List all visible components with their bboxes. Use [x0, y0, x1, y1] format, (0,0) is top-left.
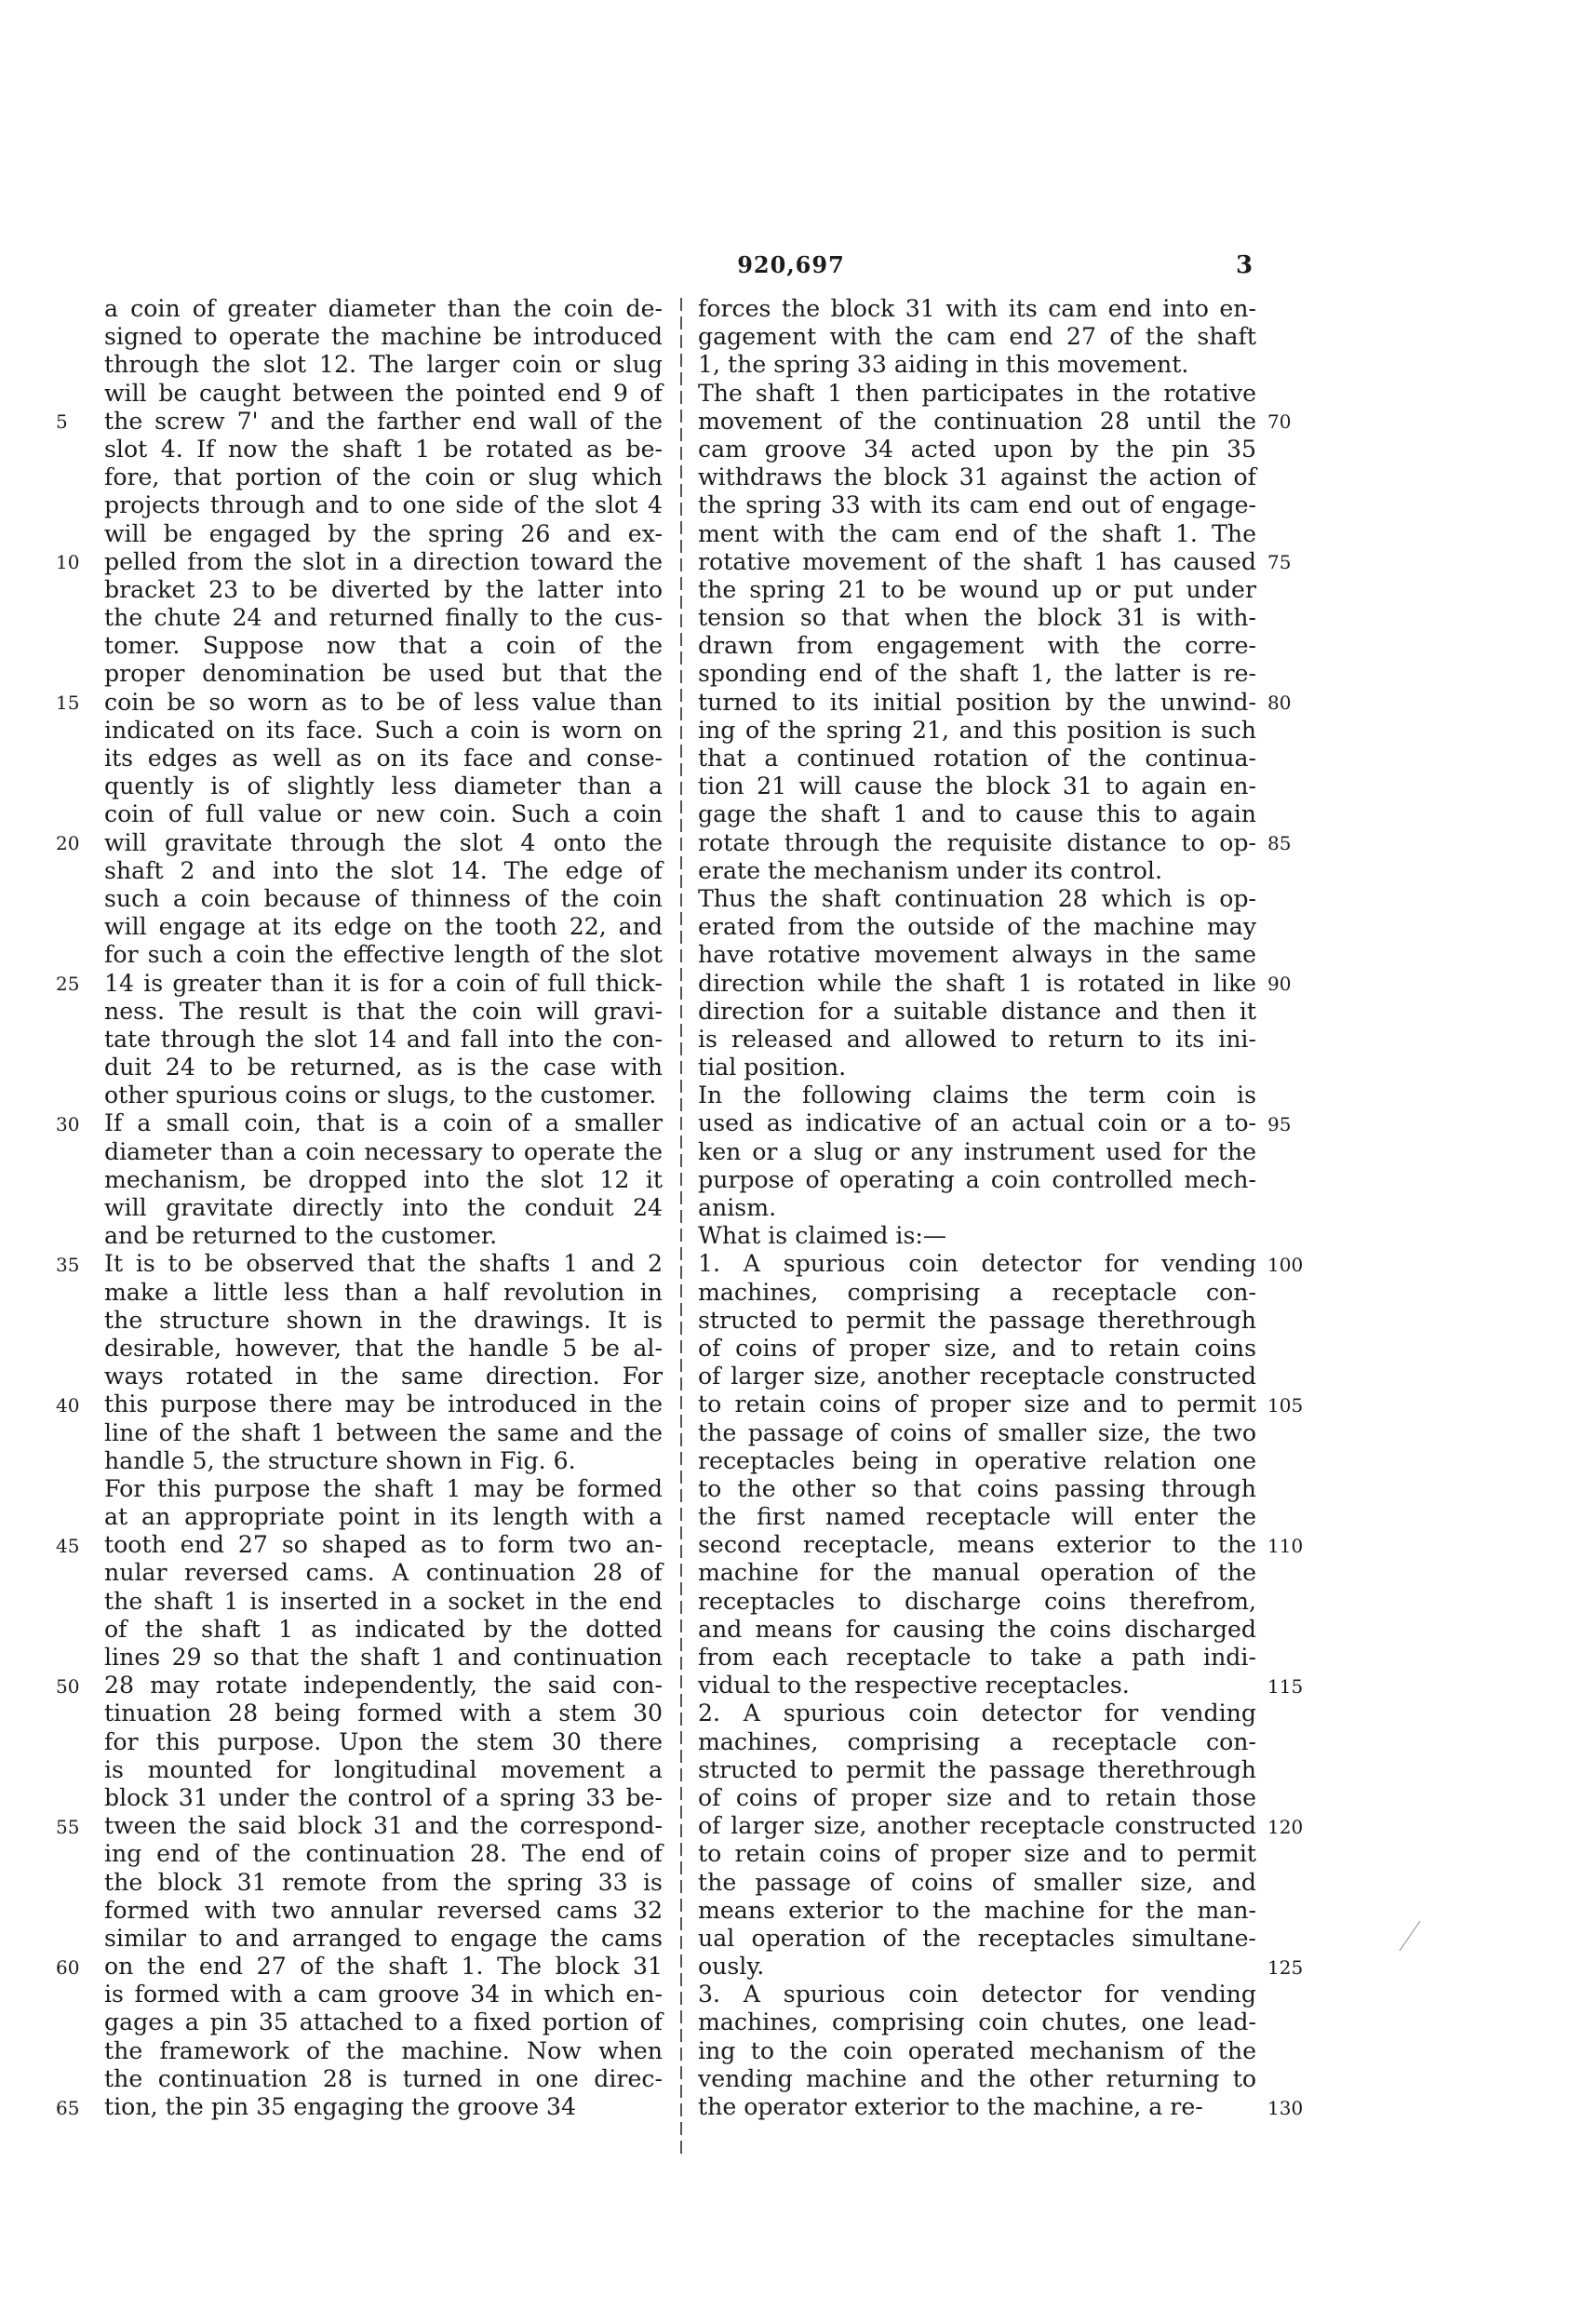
- text-line: the shaft 1 is inserted in a socket in the end: [104, 1587, 663, 1615]
- text-line: will engage at its edge on the tooth 22, and: [104, 913, 663, 941]
- text-line: coin of full value or new coin. Such a coin: [104, 800, 663, 828]
- text-line: line of the shaft 1 between the same and the: [104, 1418, 663, 1446]
- line-number: 120: [1267, 1815, 1304, 1838]
- line-number: 45: [56, 1534, 80, 1557]
- line-number: 95: [1267, 1112, 1292, 1135]
- text-line: from each receptacle to take a path indi-: [698, 1644, 1256, 1671]
- text-line: used as indicative of an actual coin or a to-: [698, 1109, 1256, 1137]
- text-line: at an appropriate point in its length with a: [104, 1503, 663, 1531]
- text-line: cam groove 34 acted upon by the pin 35: [698, 435, 1256, 463]
- text-line: tate through the slot 14 and fall into the con-: [104, 1025, 663, 1053]
- text-line: ing end of the continuation 28. The end of: [104, 1840, 663, 1868]
- text-line: to retain coins of proper size and to permit: [698, 1840, 1256, 1868]
- text-line: It is to be observed that the shafts 1 and 2: [104, 1250, 663, 1278]
- text-line: 28 may rotate independently, the said con-: [104, 1672, 663, 1699]
- text-line: rotate through the requisite distance to op-: [698, 828, 1256, 856]
- text-line: shaft 2 and into the slot 14. The edge of: [104, 856, 663, 884]
- text-line: sponding end of the shaft 1, the latter is re-: [698, 660, 1256, 688]
- text-line: structed to permit the passage therethrough: [698, 1755, 1256, 1783]
- pencil-mark: [1396, 1917, 1424, 1955]
- text-line: 1. A spurious coin detector for vending: [698, 1250, 1256, 1278]
- text-line: movement of the continuation 28 until the: [698, 407, 1256, 435]
- text-line: projects through and to one side of the slot 4: [104, 491, 663, 519]
- page-number: 3: [1236, 251, 1254, 279]
- text-line: duit 24 to be returned, as is the case with: [104, 1054, 663, 1081]
- text-line: machines, comprising coin chutes, one lead-: [698, 2008, 1256, 2036]
- text-line: have rotative movement always in the same: [698, 941, 1256, 969]
- text-line: gages a pin 35 attached to a fixed portion of: [104, 2008, 663, 2036]
- line-number: 65: [56, 2096, 80, 2119]
- text-line: that a continued rotation of the continua-: [698, 745, 1256, 772]
- text-line: desirable, however, that the handle 5 be al-: [104, 1334, 663, 1362]
- column-divider: [680, 298, 682, 2159]
- text-line: purpose of operating a coin controlled mech-: [698, 1165, 1256, 1193]
- text-line: direction for a suitable distance and then it: [698, 997, 1256, 1025]
- text-line: and be returned to the customer.: [104, 1222, 498, 1250]
- text-line: receptacles being in operative relation one: [698, 1446, 1256, 1474]
- text-line: tinuation 28 being formed with a stem 30: [104, 1699, 663, 1727]
- line-number: 60: [56, 1955, 80, 1979]
- text-line: the chute 24 and returned finally to the cus-: [104, 604, 663, 632]
- text-line: gagement with the cam end 27 of the shaft: [698, 323, 1256, 351]
- text-line: for this purpose. Upon the stem 30 there: [104, 1727, 663, 1755]
- text-line: machines, comprising a receptacle con-: [698, 1278, 1256, 1306]
- text-line: formed with two annular reversed cams 32: [104, 1896, 663, 1924]
- left-text-column: [104, 295, 663, 2121]
- text-line: receptacles to discharge coins therefrom,: [698, 1587, 1256, 1615]
- text-line: means exterior to the machine for the man-: [698, 1896, 1256, 1924]
- text-line: forces the block 31 with its cam end into en-: [698, 295, 1256, 322]
- text-line: of coins of proper size and to retain those: [698, 1783, 1256, 1811]
- text-line: the first named receptacle will enter the: [698, 1503, 1256, 1531]
- text-line: a coin of greater diameter than the coin de-: [104, 295, 663, 322]
- text-line: erated from the outside of the machine may: [698, 913, 1256, 941]
- text-line: In the following claims the term coin is: [698, 1081, 1256, 1109]
- line-number: 115: [1267, 1674, 1304, 1698]
- text-line: will be caught between the pointed end 9 of: [104, 379, 663, 407]
- text-line: tension so that when the block 31 is with-: [698, 604, 1256, 632]
- line-number: 85: [1267, 831, 1292, 854]
- text-line: will gravitate through the slot 4 onto the: [104, 828, 663, 856]
- text-line: the framework of the machine. Now when: [104, 2036, 663, 2064]
- text-line: to the other so that coins passing through: [698, 1474, 1256, 1502]
- text-line: vending machine and the other returning to: [698, 2064, 1256, 2092]
- text-line: vidual to the respective receptacles.: [698, 1672, 1130, 1699]
- text-line: ness. The result is that the coin will gravi-: [104, 997, 663, 1025]
- text-line: Thus the shaft continuation 28 which is op-: [698, 884, 1256, 912]
- text-line: of the shaft 1 as indicated by the dotted: [104, 1615, 663, 1643]
- text-line: 3. A spurious coin detector for vending: [698, 1981, 1256, 2008]
- text-line: the block 31 remote from the spring 33 is: [104, 1868, 663, 1896]
- text-line: 2. A spurious coin detector for vending: [698, 1699, 1256, 1727]
- text-line: the spring 33 with its cam end out of engage-: [698, 491, 1256, 519]
- text-line: For this purpose the shaft 1 may be formed: [104, 1474, 663, 1502]
- text-line: indicated on its face. Such a coin is worn on: [104, 716, 663, 744]
- line-number: 50: [56, 1674, 80, 1698]
- text-line: slot 4. If now the shaft 1 be rotated as be-: [104, 435, 663, 463]
- text-line: ment with the cam end of the shaft 1. The: [698, 519, 1256, 547]
- line-number: 130: [1267, 2096, 1304, 2119]
- text-line: the passage of coins of smaller size, the two: [698, 1418, 1256, 1446]
- text-line: coin be so worn as to be of less value than: [104, 688, 663, 716]
- text-line: ken or a slug or any instrument used for the: [698, 1137, 1256, 1165]
- text-line: tween the said block 31 and the correspond-: [104, 1812, 663, 1840]
- line-number: 5: [56, 410, 68, 433]
- line-number: 55: [56, 1815, 80, 1838]
- text-line: bracket 23 to be diverted by the latter into: [104, 575, 663, 603]
- line-number: 15: [56, 691, 80, 714]
- text-line: diameter than a coin necessary to operate the: [104, 1137, 663, 1165]
- text-line: ing of the spring 21, and this position is such: [698, 716, 1256, 744]
- text-line: The shaft 1 then participates in the rotative: [698, 379, 1256, 407]
- line-number: 125: [1267, 1955, 1304, 1979]
- line-number: 70: [1267, 410, 1292, 433]
- text-line: the spring 21 to be wound up or put under: [698, 575, 1256, 603]
- text-line: gage the shaft 1 and to cause this to again: [698, 800, 1256, 828]
- text-line: handle 5, the structure shown in Fig. 6.: [104, 1446, 576, 1474]
- text-line: What is claimed is:—: [698, 1222, 947, 1250]
- text-line: tooth end 27 so shaped as to form two an-: [104, 1531, 663, 1559]
- text-line: to retain coins of proper size and to permit: [698, 1390, 1256, 1418]
- text-line: the operator exterior to the machine, a re-: [698, 2093, 1203, 2120]
- text-line: the screw 7' and the farther end wall of the: [104, 407, 663, 435]
- line-number: 90: [1267, 972, 1292, 995]
- text-line: anism.: [698, 1194, 777, 1221]
- line-number: 100: [1267, 1253, 1304, 1276]
- text-line: will gravitate directly into the conduit 24: [104, 1194, 663, 1221]
- text-line: of coins of proper size, and to retain coins: [698, 1334, 1256, 1362]
- text-line: is released and allowed to return to its ini-: [698, 1025, 1256, 1053]
- text-line: ual operation of the receptacles simultane-: [698, 1924, 1256, 1952]
- text-line: direction while the shaft 1 is rotated in like: [698, 969, 1256, 997]
- text-line: structed to permit the passage therethrough: [698, 1306, 1256, 1334]
- text-line: such a coin because of thinness of the coin: [104, 884, 663, 912]
- text-line: the continuation 28 is turned in one direc-: [104, 2064, 663, 2092]
- text-line: is formed with a cam groove 34 in which en-: [104, 1981, 663, 2008]
- line-number: 110: [1267, 1534, 1304, 1557]
- text-line: other spurious coins or slugs, to the customer.: [104, 1081, 657, 1109]
- page-header: [0, 251, 1582, 289]
- right-text-column: [698, 295, 1256, 2121]
- text-line: of larger size, another receptacle constructed: [698, 1812, 1256, 1840]
- line-number: 40: [56, 1393, 80, 1417]
- text-line: on the end 27 of the shaft 1. The block 31: [104, 1953, 663, 1981]
- patent-number: 920,697: [737, 251, 845, 278]
- text-line: nular reversed cams. A continuation 28 of: [104, 1559, 663, 1587]
- text-line: machine for the manual operation of the: [698, 1559, 1256, 1587]
- line-number: 10: [56, 550, 80, 573]
- text-line: tial position.: [698, 1054, 847, 1081]
- text-line: its edges as well as on its face and conse-: [104, 745, 663, 772]
- text-line: 1, the spring 33 aiding in this movement.: [698, 351, 1189, 379]
- text-line: and means for causing the coins discharged: [698, 1615, 1256, 1643]
- text-line: If a small coin, that is a coin of a smaller: [104, 1109, 663, 1137]
- text-line: erate the mechanism under its control.: [698, 856, 1162, 884]
- line-number: 80: [1267, 691, 1292, 714]
- text-line: block 31 under the control of a spring 33 be-: [104, 1783, 663, 1811]
- text-line: quently is of slightly less diameter than a: [104, 772, 663, 800]
- text-line: rotative movement of the shaft 1 has caused: [698, 547, 1256, 575]
- line-number: 20: [56, 831, 80, 854]
- text-line: mechanism, be dropped into the slot 12 it: [104, 1165, 663, 1193]
- line-number: 75: [1267, 550, 1292, 573]
- text-line: will be engaged by the spring 26 and ex-: [104, 519, 663, 547]
- line-number: 35: [56, 1253, 80, 1276]
- text-line: ously.: [698, 1953, 765, 1981]
- text-line: machines, comprising a receptacle con-: [698, 1727, 1256, 1755]
- text-line: for such a coin the effective length of the slot: [104, 941, 663, 969]
- text-line: this purpose there may be introduced in the: [104, 1390, 663, 1418]
- text-line: signed to operate the machine be introduced: [104, 323, 663, 351]
- text-line: second receptacle, means exterior to the: [698, 1531, 1256, 1559]
- text-line: make a little less than a half revolution in: [104, 1278, 663, 1306]
- text-line: pelled from the slot in a direction toward the: [104, 547, 663, 575]
- line-number: 30: [56, 1112, 80, 1135]
- text-line: withdraws the block 31 against the action of: [698, 463, 1256, 491]
- text-line: ways rotated in the same direction. For: [104, 1363, 663, 1390]
- text-line: the passage of coins of smaller size, and: [698, 1868, 1256, 1896]
- line-number: 105: [1267, 1393, 1304, 1417]
- text-line: of larger size, another receptacle constructed: [698, 1363, 1256, 1390]
- text-line: the structure shown in the drawings. It is: [104, 1306, 663, 1334]
- line-number: 25: [56, 972, 80, 995]
- text-line: is mounted for longitudinal movement a: [104, 1755, 663, 1783]
- text-line: turned to its initial position by the unwind-: [698, 688, 1256, 716]
- text-line: tion, the pin 35 engaging the groove 34: [104, 2093, 577, 2120]
- text-line: drawn from engagement with the corre-: [698, 632, 1256, 660]
- text-line: through the slot 12. The larger coin or slug: [104, 351, 663, 379]
- text-line: tion 21 will cause the block 31 to again en-: [698, 772, 1256, 800]
- text-line: fore, that portion of the coin or slug which: [104, 463, 663, 491]
- text-line: lines 29 so that the shaft 1 and continuation: [104, 1644, 663, 1671]
- text-line: 14 is greater than it is for a coin of full thick-: [104, 969, 663, 997]
- text-line: proper denomination be used but that the: [104, 660, 663, 688]
- text-line: ing to the coin operated mechanism of the: [698, 2036, 1256, 2064]
- text-line: tomer. Suppose now that a coin of the: [104, 632, 663, 660]
- text-line: similar to and arranged to engage the cams: [104, 1924, 663, 1952]
